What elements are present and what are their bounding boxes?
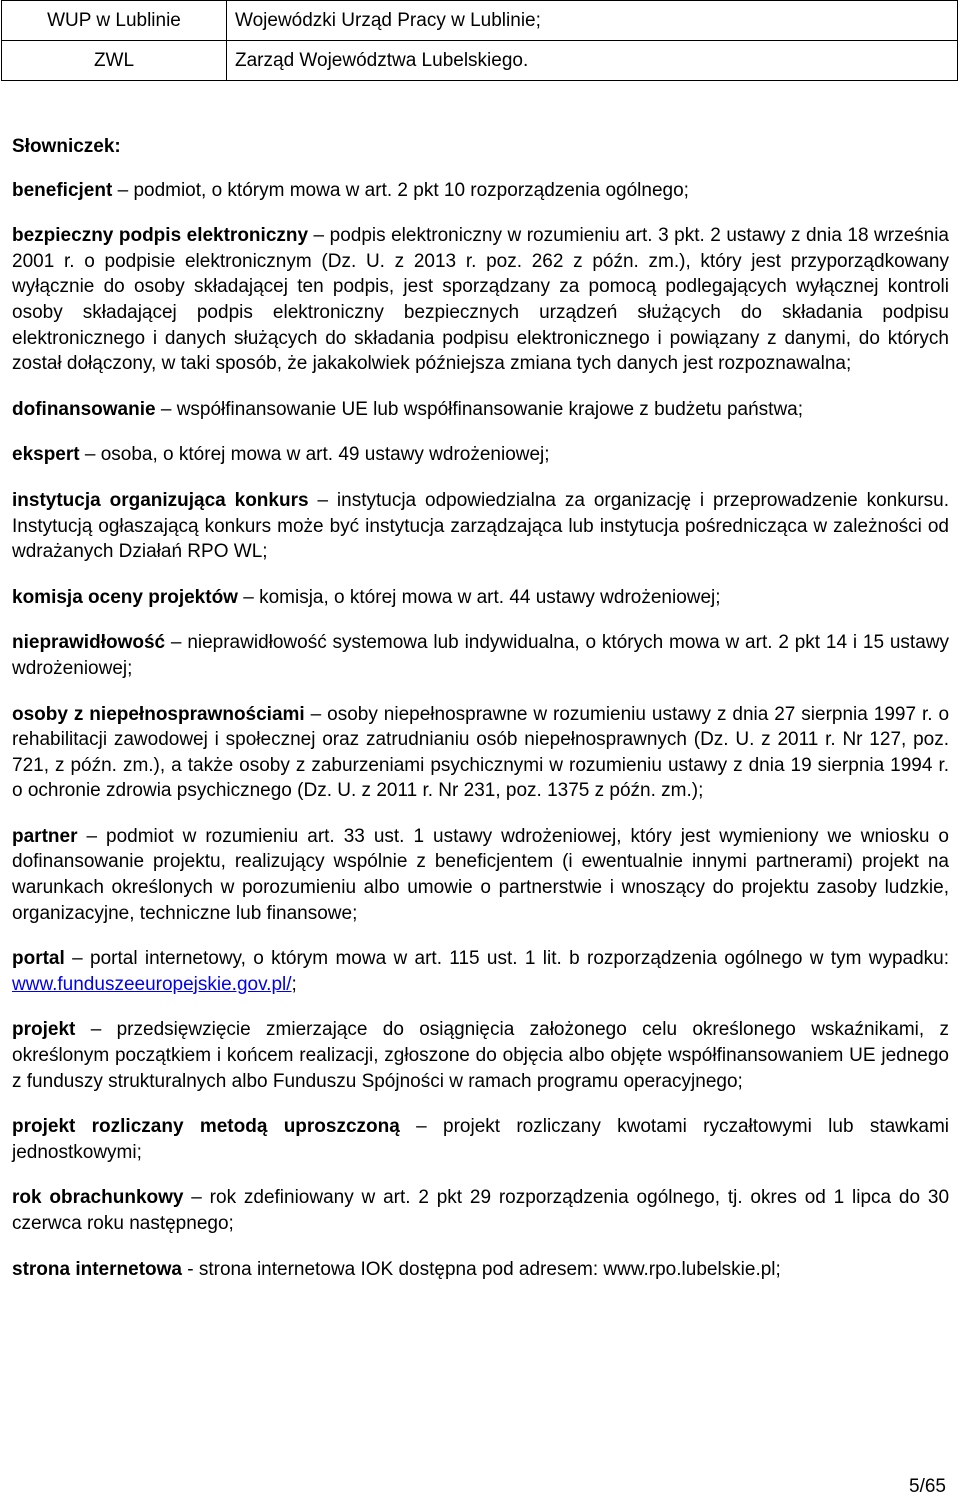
glossary-definition: osoba, o której mowa w art. 49 ustawy wdrożeniowej;: [100, 444, 550, 466]
glossary-entry-nieprawidlowosc: [12, 630, 949, 681]
portal-link[interactable]: www.funduszeeuropejskie.gov.pl/: [12, 973, 292, 995]
glossary-definition: współfinansowanie UE lub współfinansowanie krajowe z budżetu państwa;: [176, 398, 804, 420]
term-separator: –: [165, 632, 188, 654]
glossary-term: strona internetowa: [12, 1258, 182, 1280]
glossary-entry-ekspert: [12, 442, 949, 468]
glossary-term: projekt rozliczany metodą uproszczoną: [12, 1116, 400, 1138]
term-separator: –: [64, 948, 91, 970]
glossary-definition: podpis elektroniczny w rozumieniu art. 3 pkt. 2 ustawy z dnia 18 września 2001 r. o podpisie elektronicznym (Dz. U. z 2013 r. poz. 262 z późn. zm.), który jest przyporządkowany wyłącznie do osoby składającej ten podpis, jest sporządzany za pomocą podlegających wyłącznej kontroli osoby składającej podpis elektroniczny bezpiecznych urządzeń służących do składania podpisu elektronicznego i danych służących do składania podpisu elektronicznego i powiązany z danymi, do których został dołączony, w taki sposób, że jakakolwiek późniejsza zmiana tych danych jest rozpoznawalna;: [12, 225, 949, 375]
glossary-term: nieprawidłowość: [12, 632, 166, 654]
glossary-entry-projekt-uproszczony: [12, 1114, 949, 1165]
glossary-term: portal: [12, 948, 65, 970]
glossary-term: instytucja organizująca konkurs: [12, 489, 309, 511]
glossary-entry-strona-internetowa: [12, 1257, 949, 1283]
glossary-term: rok obrachunkowy: [12, 1187, 184, 1209]
table-row: [2, 41, 958, 81]
glossary-entry-dofinansowanie: [12, 397, 949, 423]
glossary-definition: strona internetowa IOK dostępna pod adresem: www.rpo.lubelskie.pl;: [198, 1258, 781, 1280]
glossary-definition: komisja, o której mowa w art. 44 ustawy wdrożeniowej;: [259, 586, 721, 608]
glossary-term: bezpieczny podpis elektroniczny: [12, 225, 309, 247]
meaning-cell: Wojewódzki Urząd Pracy w Lublinie;: [227, 1, 958, 41]
term-separator: –: [79, 444, 101, 466]
abbreviation-cell: ZWL: [2, 41, 227, 81]
term-separator: –: [75, 1019, 117, 1041]
term-separator: –: [308, 489, 337, 511]
glossary-definition: instytucja odpowiedzialna za organizację i przeprowadzenie konkursu. Instytucją ogłaszającą konkurs może być instytucja zarządzająca lub instytucja pośrednicząca w zależności od wdrażanych Działań RPO WL;: [12, 489, 949, 563]
term-separator: –: [183, 1187, 210, 1209]
glossary-entry-instytucja: [12, 488, 949, 565]
glossary-entry-projekt: [12, 1017, 949, 1094]
term-separator: –: [308, 225, 330, 247]
meaning-cell: Zarząd Województwa Lubelskiego.: [227, 41, 958, 81]
glossary-entry-komisja: [12, 585, 949, 611]
glossary-term: dofinansowanie: [12, 398, 156, 420]
term-separator: –: [237, 586, 260, 608]
abbreviations-table: [1, 0, 958, 81]
term-separator: –: [77, 825, 107, 847]
term-separator: –: [155, 398, 177, 420]
glossary-term: projekt: [12, 1019, 76, 1041]
abbreviation-cell: WUP w Lublinie: [2, 1, 227, 41]
glossary-definition-end: ;: [291, 973, 297, 995]
glossary-entry-bezpieczny-podpis: [12, 223, 949, 377]
glossary-definition: nieprawidłowość systemowa lub indywidualna, o których mowa w art. 2 pkt 14 i 15 ustawy wdrożeniowej;: [12, 632, 949, 679]
glossary-definition: podmiot, o którym mowa w art. 2 pkt 10 rozporządzenia ogólnego;: [133, 179, 689, 201]
glossary-definition: przedsięwzięcie zmierzające do osiągnięcia założonego celu określonego wskaźnikami, z określonym początkiem i końcem realizacji, zgłoszone do objęcia albo objęte współfinansowaniem UE jednego z funduszy strukturalnych albo Funduszu Spójności w ramach programu operacyjnego;: [12, 1019, 949, 1092]
table-row: [2, 1, 958, 41]
glossary-term: osoby z niepełnosprawnościami: [12, 703, 305, 725]
page-number: 5/65: [909, 1476, 946, 1497]
glossary-entry-rok-obrachunkowy: [12, 1185, 949, 1236]
glossary-term: partner: [12, 825, 78, 847]
glossary-definition: portal internetowy, o którym mowa w art. 115 ust. 1 lit. b rozporządzenia ogólnego w tym wypadku:: [90, 948, 950, 970]
glossary-title: Słowniczek:: [12, 136, 121, 157]
glossary-definition: rok zdefiniowany w art. 2 pkt 29 rozporządzenia ogólnego, tj. okres od 1 lipca do 30 czerwca roku następnego;: [12, 1187, 950, 1234]
glossary-definition: podmiot w rozumieniu art. 33 ust. 1 ustawy wdrożeniowej, który jest wymieniony we wniosku o dofinansowanie projektu, realizujący wspólnie z beneficjentem (i ewentualnie innymi partnerami) projekt na warunkach określonych w porozumieniu albo umowie o partnerstwie i wnoszący do projektu zasoby ludzkie, organizacyjne, techniczne lub finansowe;: [12, 825, 950, 924]
term-separator: –: [112, 179, 134, 201]
term-separator: -: [181, 1258, 199, 1280]
term-separator: –: [304, 703, 328, 725]
glossary-entry-osoby-niepelnosprawne: [12, 702, 949, 804]
glossary-section: [12, 134, 949, 1302]
glossary-term: beneficjent: [12, 179, 113, 201]
glossary-entry-beneficjent: [12, 178, 949, 204]
glossary-definition: projekt rozliczany kwotami ryczałtowymi lub stawkami jednostkowymi;: [12, 1116, 949, 1163]
glossary-term: ekspert: [12, 444, 80, 466]
glossary-definition: osoby niepełnosprawne w rozumieniu ustawy z dnia 27 sierpnia 1997 r. o rehabilitacji zawodowej i społecznej oraz zatrudnianiu osób niepełnosprawnych (Dz. U. z 2011 r. Nr 127, poz. 721, z późn. zm.), a także osoby z zaburzeniami psychicznymi w rozumieniu ustawy z dnia 19 sierpnia 1994 r. o ochronie zdrowia psychicznego (Dz. U. z 2011 r. Nr 231, poz. 1375 z późn. zm.);: [12, 703, 950, 802]
term-separator: –: [399, 1116, 444, 1138]
glossary-entry-partner: [12, 824, 949, 926]
glossary-entry-portal: [12, 946, 949, 997]
glossary-term: komisja oceny projektów: [12, 586, 238, 608]
